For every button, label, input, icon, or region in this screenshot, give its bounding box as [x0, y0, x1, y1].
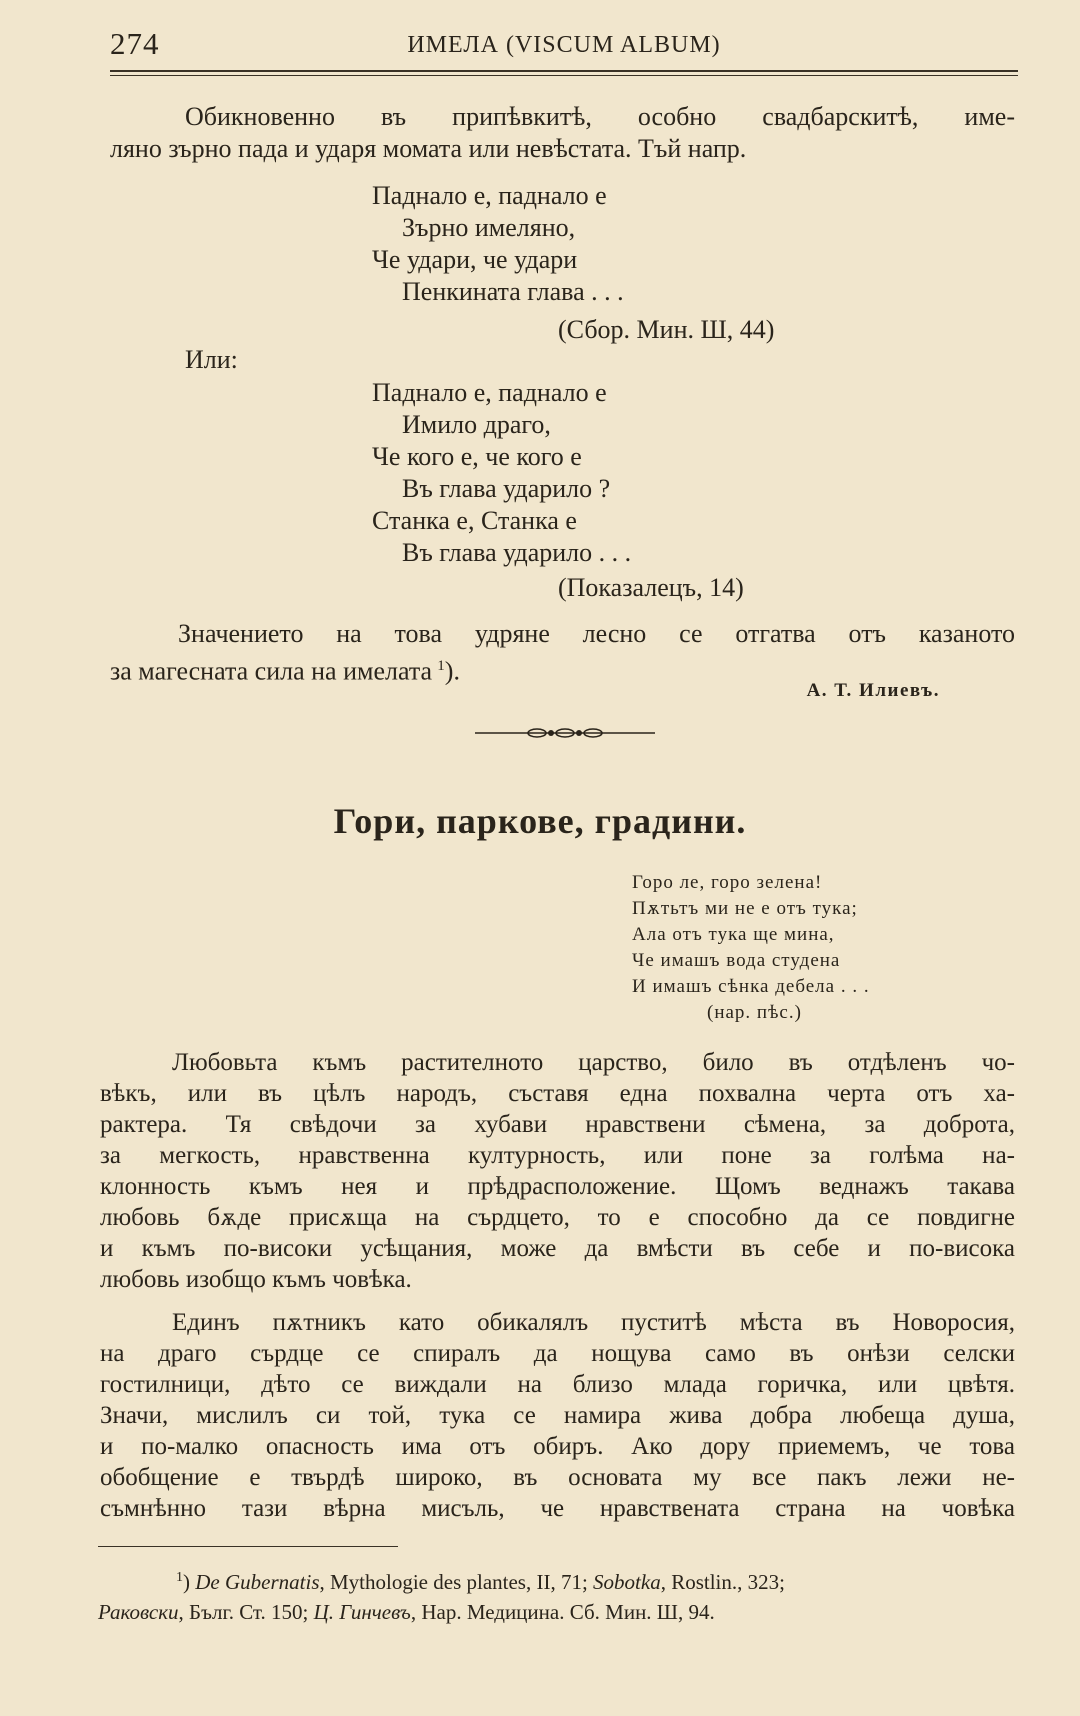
body-line: на драго сърдце се спиралъ да нощува само въ онѣзи селски: [100, 1340, 1015, 1367]
verse-2: [372, 377, 631, 569]
section-title: Гори, паркове, градини.: [333, 801, 747, 841]
verse-line: Пенкината глава . . .: [402, 277, 624, 306]
author-signature: А. Т. Илиевъ.: [806, 680, 940, 701]
body-line: обобщение е твърдѣ широко, въ основата му все пакъ лежи не-: [100, 1464, 1015, 1491]
footnote-rule: [98, 1546, 398, 1547]
body-line: рактера. Тя свѣдочи за хубави нравствени сѣмена, за доброта,: [100, 1111, 1015, 1138]
header-rule-thin: [110, 75, 1018, 76]
verse-line: Че удари, че удари: [372, 245, 578, 274]
verse-line: Паднало е, паднало е: [372, 378, 607, 407]
body-line: вѣкъ, или въ цѣлъ народъ, съставя една похвална черта отъ ха-: [100, 1080, 1015, 1107]
verse-line: Имило драго,: [402, 410, 551, 439]
footnote-line: $^1$) De Gubernatis, Mythologie des plantes, II, 71; Sobotka, Rostlin., 323;: [176, 1570, 785, 1594]
footnote-author: Sobotka: [593, 1570, 661, 1594]
body-line: Любовьта къмъ растителното царство, било въ отдѣленъ чо-: [172, 1049, 1015, 1076]
body-line: Значи, мислилъ си той, тука се намира жива добра любеща душа,: [100, 1402, 1015, 1429]
meaning-line: Значението на това удряне лесно се отгатва отъ казаното: [178, 619, 1015, 648]
body-line: любовь изобщо къмъ човѣка.: [100, 1266, 412, 1293]
verse-line: Въ глава ударило . . .: [402, 538, 632, 567]
intro-line: ляно зърно пада и ударя момата или невѣстата. Тъй напр.: [110, 134, 747, 163]
header-rule: [110, 70, 1018, 72]
verse-line: Паднало е, паднало е: [372, 181, 607, 210]
page-header: [110, 22, 1018, 68]
footnote-line: Раковски, Бълг. Ст. 150; Ц. Гинчевъ, Нар. Медицина. Сб. Мин. Ш, 94.: [98, 1600, 715, 1624]
body-line: клонность къмъ нея и прѣдрасположение. Щомъ веднажъ такава: [100, 1173, 1015, 1200]
body-line: за мегкость, нравственна културность, или поне за голѣма на-: [100, 1142, 1015, 1169]
footnote-author: De Gubernatis: [195, 1570, 320, 1594]
body-line: Единъ пѫтникъ като обикалялъ пуститѣ мѣста въ Новоросия,: [172, 1309, 1015, 1336]
intro-line: Обикновенно въ припѣвкитѣ, особно свадбарскитѣ, име-: [185, 102, 1015, 131]
footnote-author: Раковски: [98, 1600, 179, 1624]
epigraph-line: Горо ле, горо зелена!: [632, 872, 823, 893]
meaning-line: за магесната сила на имелата $^1$).: [110, 656, 460, 686]
verse-line: Че кого е, че кого е: [372, 442, 582, 471]
verse-line: Станка е, Станка е: [372, 506, 577, 535]
page-number: 274: [110, 26, 160, 61]
ili-label: Или:: [185, 345, 238, 374]
body-line: съмнѣнно тази вѣрна мисъль, че нравствената страна на човѣка: [100, 1495, 1015, 1522]
epigraph-line: Пѫтьтъ ми не е отъ тука;: [632, 898, 858, 919]
verse-2-source: (Показалецъ, 14): [558, 573, 744, 602]
epigraph: [632, 870, 870, 1026]
footnote-mark[interactable]: 1: [437, 658, 445, 674]
epigraph-source: (нар. пѣс.): [707, 1002, 802, 1023]
epigraph-line: Че имашъ вода студена: [632, 950, 841, 971]
body-line: любовь бѫде присѫща на сърдцето, то е способно да се повдигне: [100, 1204, 1015, 1231]
meaning-paragraph: [110, 618, 1015, 688]
section-divider-ornament: [475, 722, 655, 744]
epigraph-line: И имашъ сѣнка дебела . . .: [632, 976, 870, 997]
verse-line: Зърно имеляно,: [402, 213, 576, 242]
body-paragraph-2: [100, 1307, 1015, 1524]
footnote: [98, 1563, 1018, 1627]
body-paragraph-1: [100, 1047, 1015, 1295]
verse-1: [372, 180, 624, 308]
body-line: гостилници, дѣто се виждали на близо млада горичка, или цвѣтя.: [100, 1371, 1015, 1398]
body-line: и по-малко опасность има отъ обиръ. Ако дору приемемъ, че това: [100, 1433, 1015, 1460]
epigraph-line: Ала отъ тука ще мина,: [632, 924, 835, 945]
intro-paragraph: [110, 101, 1015, 165]
footnote-author: Ц. Гинчевъ: [313, 1600, 411, 1624]
footnote-number: 1: [176, 1570, 183, 1585]
verse-line: Въ глава ударило ?: [402, 474, 611, 503]
verse-1-source: (Сбор. Мин. Ш, 44): [558, 315, 775, 344]
running-head: ИМЕЛА (VISCUM ALBUM): [407, 32, 721, 58]
body-line: и къмъ по-високи усѣщания, може да вмѣсти въ себе и по-висока: [100, 1235, 1015, 1262]
